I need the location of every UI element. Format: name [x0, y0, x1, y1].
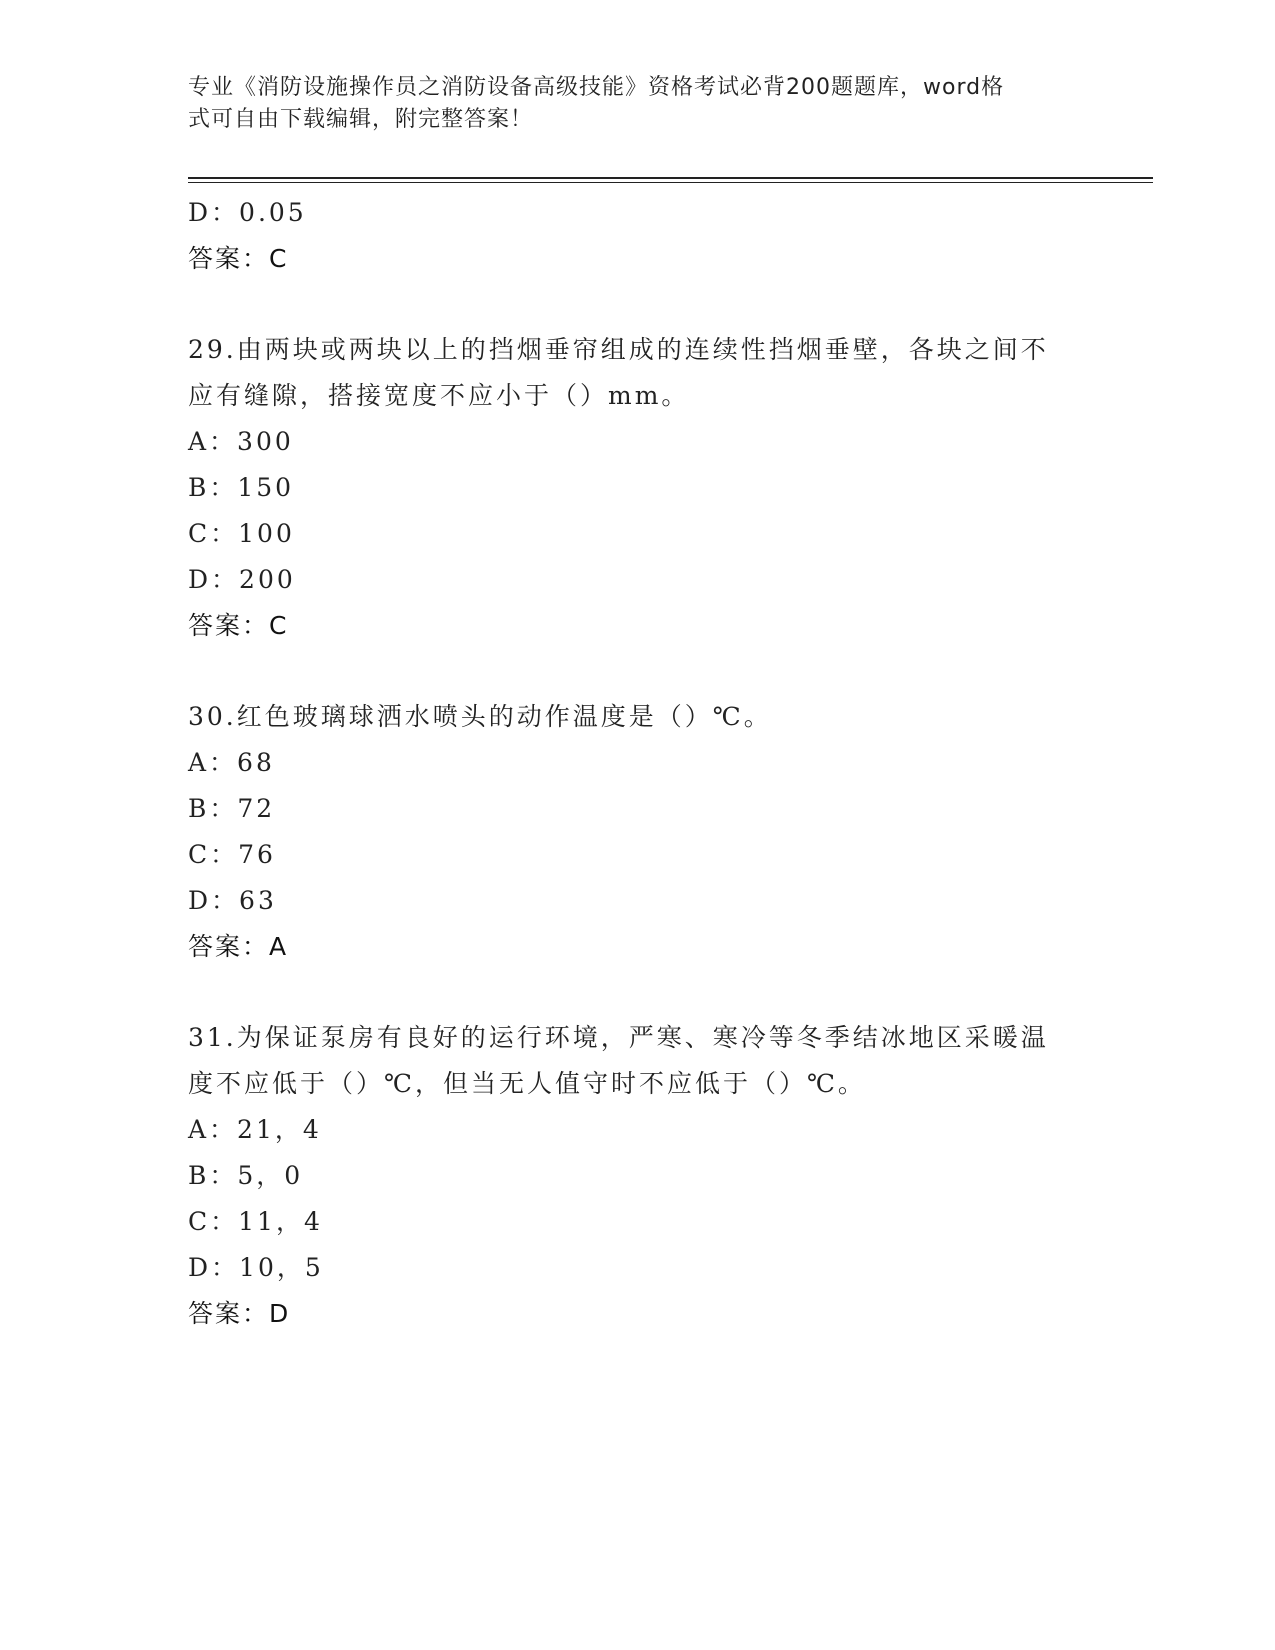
option-b: B：150 — [188, 473, 295, 502]
answer: 答案：C — [188, 244, 289, 273]
answer: 答案：C — [188, 611, 289, 640]
question-stem: 29.由两块或两块以上的挡烟垂帘组成的连续性挡烟垂壁，各块之间不 — [188, 335, 1049, 364]
question-29 — [188, 327, 1088, 649]
question-stem-continued: 应有缝隙，搭接宽度不应小于（）mm。 — [188, 381, 690, 410]
option-a: A：300 — [188, 427, 294, 456]
question-stem: 31.为保证泵房有良好的运行环境，严寒、寒冷等冬季结冰地区采暖温 — [188, 1023, 1049, 1052]
option-a: A：68 — [188, 748, 275, 777]
option-a: A：21，4 — [188, 1115, 322, 1144]
question-30 — [188, 694, 1088, 970]
previous-question-tail — [188, 190, 1088, 282]
question-31 — [188, 1015, 1088, 1337]
header-line-1: 专业《消防设施操作员之消防设备高级技能》资格考试必背200题题库，word格 — [188, 75, 1005, 100]
option-c: C：11，4 — [188, 1207, 323, 1236]
option-b: B：5，0 — [188, 1161, 304, 1190]
header-divider-thick — [188, 177, 1153, 179]
option-c: C：100 — [188, 519, 295, 548]
question-stem: 30.红色玻璃球洒水喷头的动作温度是（）℃。 — [188, 702, 772, 731]
option-c: C：76 — [188, 840, 276, 869]
answer: 答案：D — [188, 1299, 291, 1328]
option-d: D：63 — [188, 886, 277, 915]
option-d: D：0.05 — [188, 198, 307, 227]
option-b: B：72 — [188, 794, 276, 823]
document-header — [188, 72, 1068, 136]
answer: 答案：A — [188, 932, 289, 961]
question-stem-continued: 度不应低于（）℃，但当无人值守时不应低于（）℃。 — [188, 1069, 866, 1098]
option-d: D：200 — [188, 565, 296, 594]
question-list — [188, 190, 1088, 1337]
header-divider-thin — [188, 182, 1153, 183]
option-d: D：10，5 — [188, 1253, 324, 1282]
header-line-2: 式可自由下载编辑，附完整答案！ — [188, 107, 534, 132]
